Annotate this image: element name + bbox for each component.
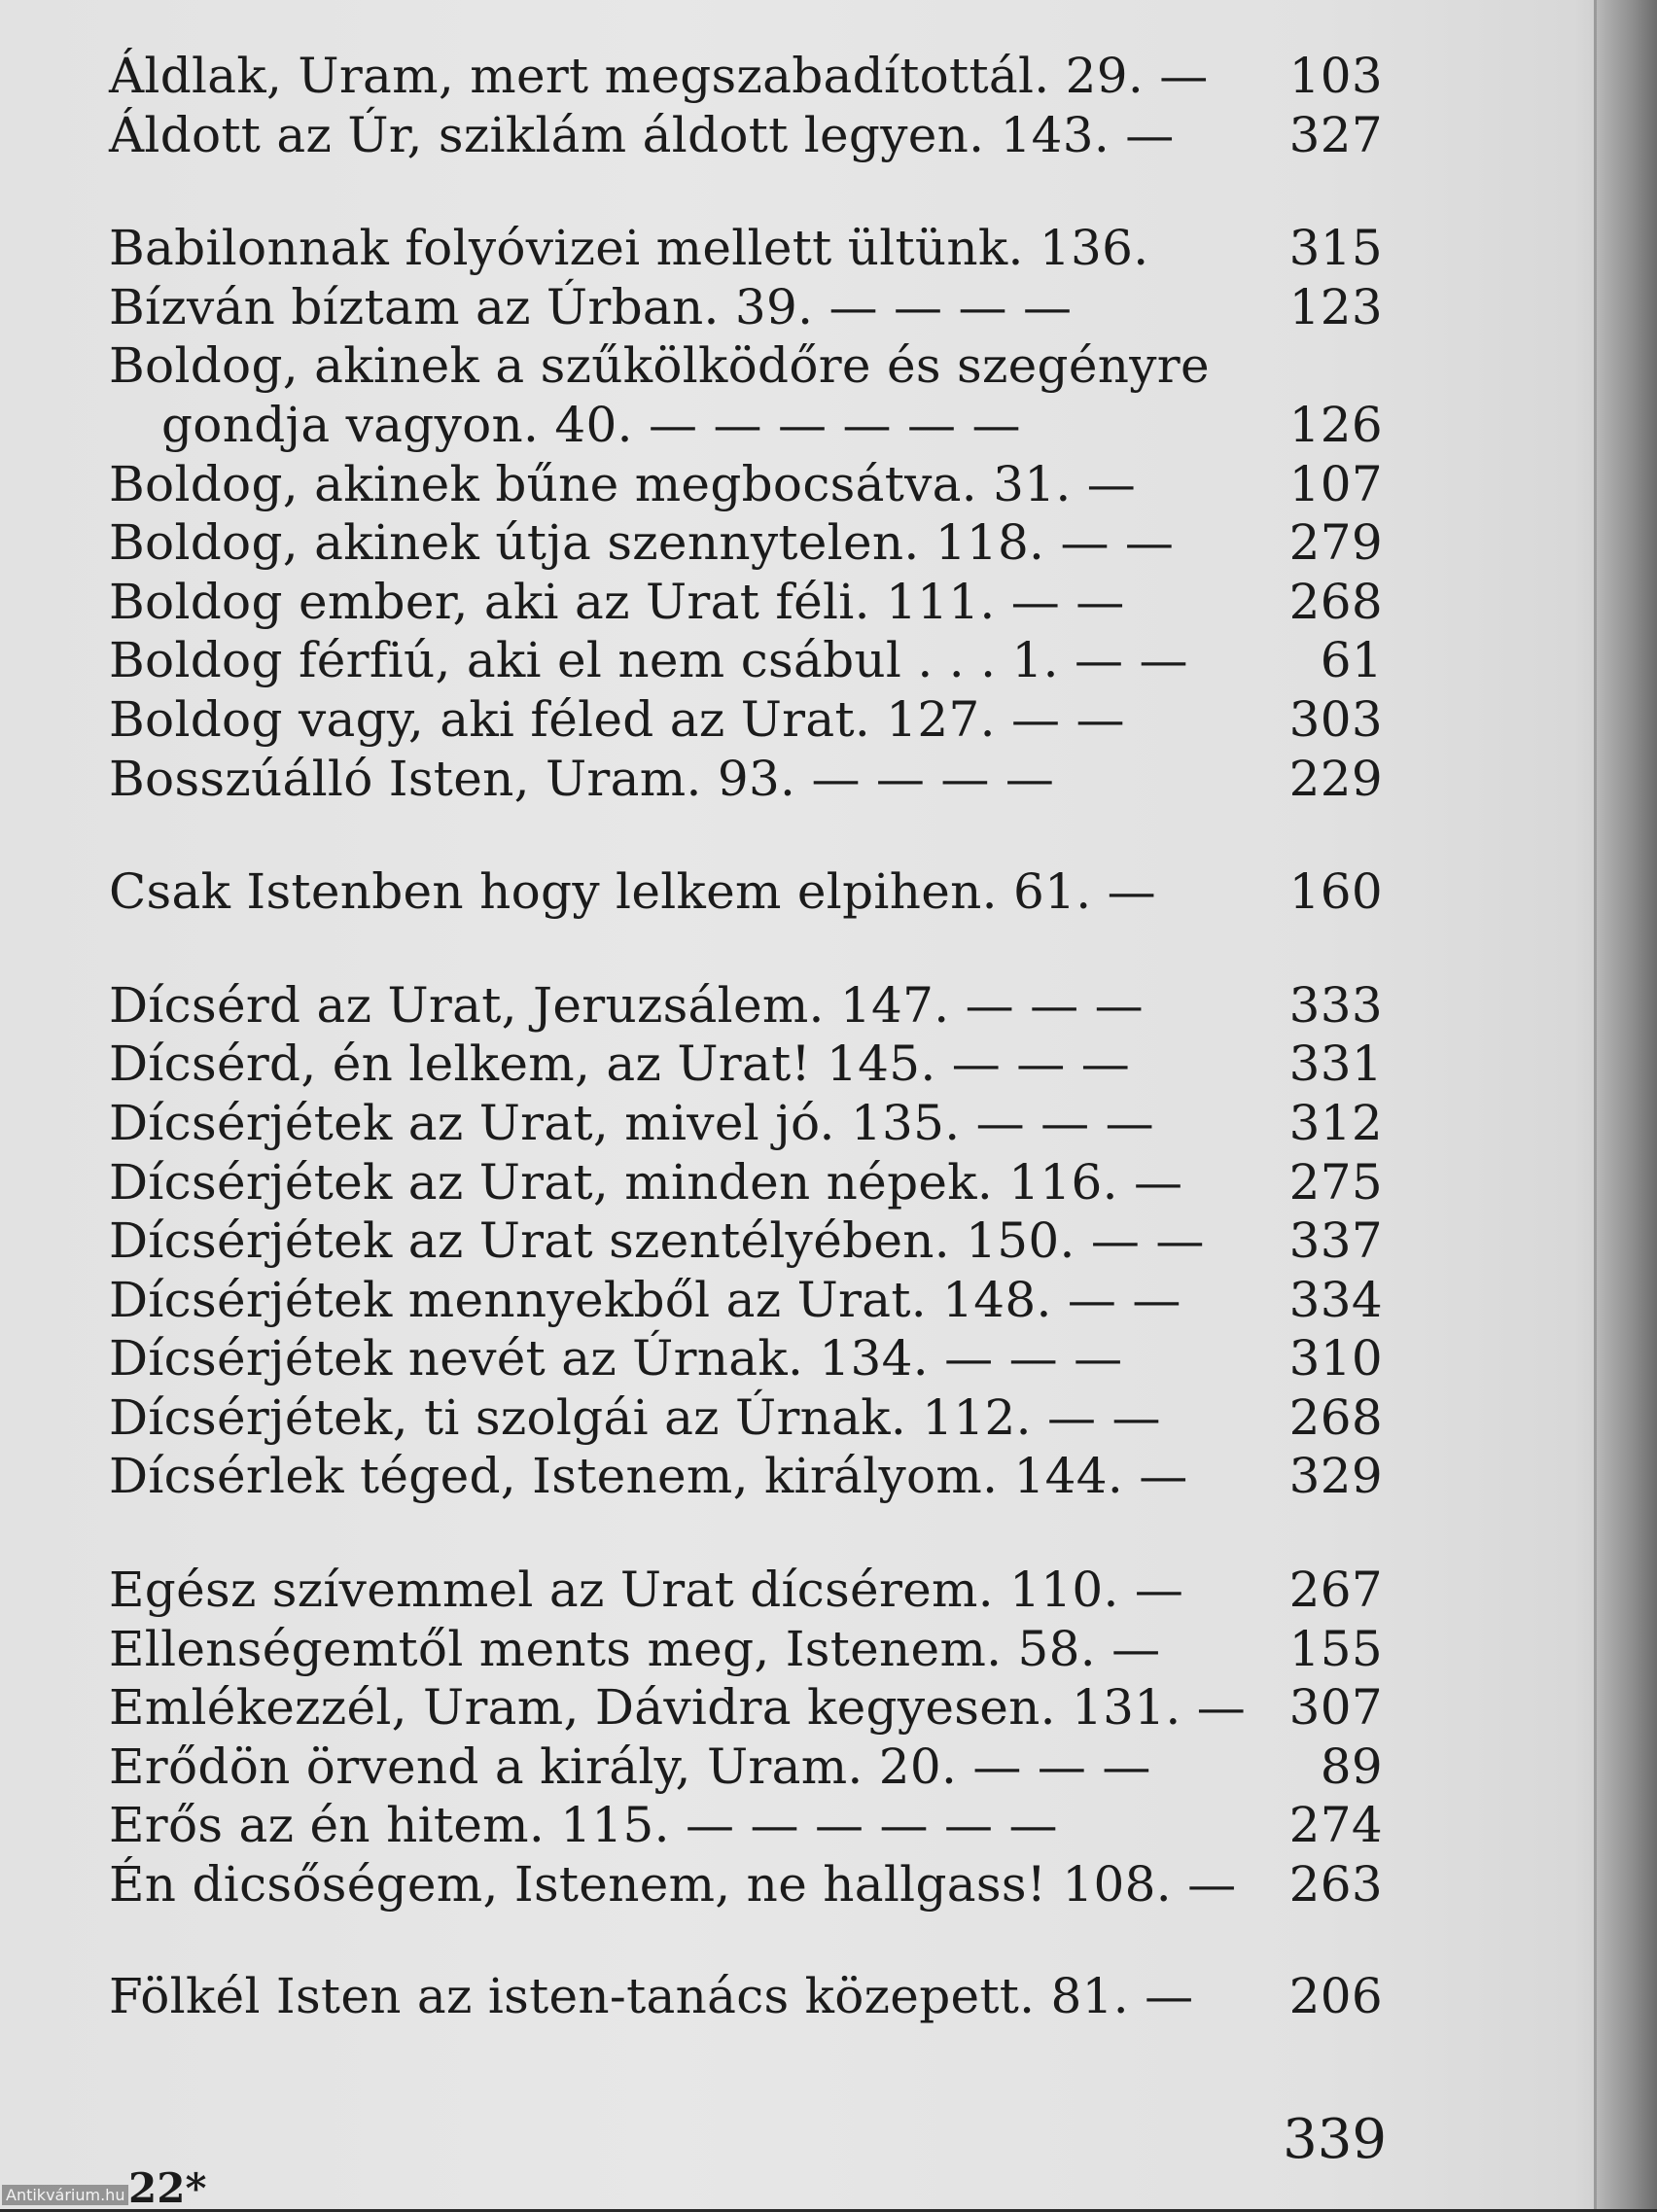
entry-page: 310 [1288,1330,1383,1387]
entry-title: Dícsérd, én lelkem, az Urat! 145. — — — [109,1036,1131,1093]
entry-title: gondja vagyon. 40. — — — — — — [161,396,1021,453]
entry-page: 329 [1288,1448,1383,1505]
index-entry [109,1153,1383,1212]
entry-page: 89 [1320,1738,1383,1795]
index-entry [109,336,1383,396]
index-entry [109,1447,1383,1506]
psalm-index-list [109,47,1383,2025]
entry-title: Boldog ember, aki az Urat féli. 111. — — [109,573,1125,630]
entry-page: 331 [1288,1036,1383,1093]
entry-title: Boldog vagy, aki féled az Urat. 127. — — [109,690,1125,748]
index-entry [109,976,1383,1036]
entry-title: Dícsérjétek az Urat, minden népek. 116. — [109,1153,1183,1211]
entry-title: Dícsérjétek mennyekből az Urat. 148. — — [109,1271,1181,1328]
entry-page: 333 [1288,976,1383,1034]
entry-title: Dícsérjétek nevét az Úrnak. 134. — — — [109,1330,1123,1387]
entry-page: 263 [1288,1856,1383,1914]
entry-page: 303 [1288,690,1383,748]
entry-page: 61 [1320,632,1383,689]
index-entry [109,573,1383,632]
entry-page: 229 [1288,750,1383,807]
index-entry [109,631,1383,690]
index-entry [109,1855,1383,1914]
entry-title: Erődön örvend a király, Uram. 20. — — — [109,1738,1151,1795]
entry-page: 107 [1288,455,1383,512]
entry-title: Boldog, akinek útja szennytelen. 118. — — [109,514,1175,572]
index-entry [109,47,1383,106]
entry-title: Boldog, akinek bűne megbocsátva. 31. — [109,455,1137,512]
entry-page: 327 [1288,106,1383,163]
entry-title: Fölkél Isten az isten-tanács közepett. 81. — [109,1967,1194,2024]
index-entry [109,219,1383,278]
entry-page: 315 [1288,220,1383,277]
entry-title: Dícsérjétek az Urat szentélyében. 150. — — [109,1212,1205,1270]
entry-title: Áldott az Úr, sziklám áldott legyen. 143. — [109,106,1175,163]
entry-page: 279 [1288,514,1383,572]
index-entry [109,1094,1383,1153]
entry-page: 103 [1288,48,1383,104]
entry-title: Ellenségemtől ments meg, Istenem. 58. — [109,1620,1161,1677]
entry-title: Csak Istenben hogy lelkem elpihen. 61. — [109,863,1156,921]
entry-title: Bosszúálló Isten, Uram. 93. — — — — [109,750,1055,807]
entry-title: Dícsérd az Urat, Jeruzsálem. 147. — — — [109,976,1144,1034]
section-gap [109,922,1383,976]
entry-title: Babilonnak folyóvizei mellett ültünk. 136. [109,220,1149,277]
index-entry [109,1678,1383,1738]
entry-page: 307 [1288,1679,1383,1737]
index-entry [109,513,1383,573]
book-spine [1594,0,1657,2209]
section-gap [109,808,1383,862]
entry-page: 123 [1288,278,1383,335]
entry-title: Emlékezzél, Uram, Dávidra kegyesen. 131. — [109,1679,1247,1737]
index-entry [109,1271,1383,1330]
index-entry [109,862,1383,922]
index-entry [109,1620,1383,1679]
section-gap [109,1914,1383,1967]
entry-title: Boldog férfiú, aki el nem csábul . . . 1. — — [109,632,1188,689]
watermark: Antikvárium.hu [2,2185,128,2205]
index-entry [109,1561,1383,1620]
index-entry-continuation [109,396,1383,455]
entry-page: 334 [1288,1271,1383,1328]
index-entry [109,690,1383,750]
entry-title: Boldog, akinek a szűkölködőre és szegényre [109,337,1210,395]
entry-page: 206 [1288,1967,1383,2024]
index-entry [109,278,1383,337]
entry-page: 268 [1288,1388,1383,1446]
entry-title: Dícsérlek téged, Istenem, királyom. 144. — [109,1448,1188,1505]
section-gap [109,1506,1383,1561]
entry-page: 126 [1288,396,1383,453]
entry-title: Áldlak, Uram, mert megszabadítottál. 29. — [109,48,1209,104]
entry-title: Dícsérjétek az Urat, mivel jó. 135. — — — [109,1094,1154,1151]
entry-page: 275 [1288,1153,1383,1211]
page-number: 339 [1283,2108,1387,2171]
index-entry [109,106,1383,165]
index-entry [109,1211,1383,1271]
entry-title: Én dicsőségem, Istenem, ne hallgass! 108. — [109,1856,1237,1914]
index-entry [109,1967,1383,2026]
entry-page: 312 [1288,1094,1383,1151]
index-entry [109,1738,1383,1797]
index-entry [109,455,1383,514]
entry-title: Egész szívemmel az Urat dícsérem. 110. — [109,1562,1184,1619]
index-entry [109,1388,1383,1448]
entry-title: Dícsérjétek, ti szolgái az Úrnak. 112. — — [109,1388,1161,1446]
index-entry [109,1329,1383,1388]
signature-mark: 22* [128,2164,207,2212]
entry-page: 155 [1288,1620,1383,1677]
index-entry [109,1796,1383,1855]
index-entry [109,1035,1383,1094]
entry-page: 267 [1288,1562,1383,1619]
entry-page: 160 [1288,863,1383,921]
entry-page: 337 [1288,1212,1383,1270]
entry-page: 268 [1288,573,1383,630]
index-entry [109,750,1383,809]
entry-title: Bízván bíztam az Úrban. 39. — — — — [109,278,1073,335]
entry-page: 274 [1288,1797,1383,1854]
section-gap [109,164,1383,219]
entry-title: Erős az én hitem. 115. — — — — — — [109,1797,1058,1854]
